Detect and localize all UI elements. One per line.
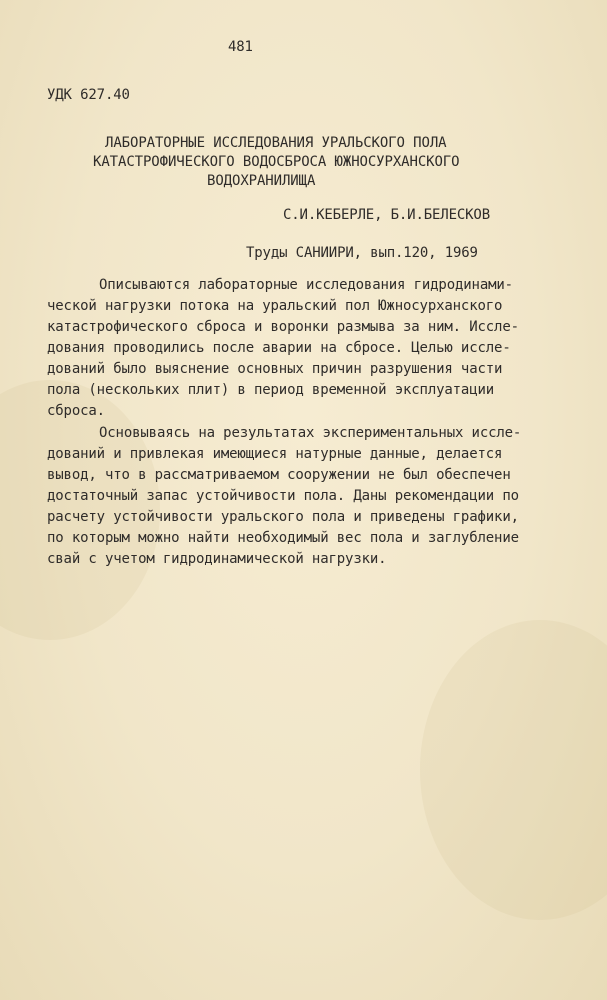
abstract-line: дования проводились после аварии на сбросе. Целью иссле- [47,340,511,356]
abstract-line: вывод, что в рассматриваемом сооружении не был обеспечен [47,467,511,483]
title-line-2: КАТАСТРОФИЧЕСКОГО ВОДОСБРОСА ЮЖНОСУРХАНСКОГО [93,154,460,170]
abstract-line: по которым можно найти необходимый вес пола и заглубление [47,530,519,546]
title-line-1: ЛАБОРАТОРНЫЕ ИССЛЕДОВАНИЯ УРАЛЬСКОГО ПОЛА [105,135,447,151]
abstract-line: ческой нагрузки потока на уральский пол Южносурханского [47,298,503,314]
abstract-line: дований и привлекая имеющиеся натурные данные, делается [47,446,503,462]
abstract-line: Описываются лабораторные исследования гидродинами- [99,277,513,293]
abstract-line: пола (нескольких плит) в период временной эксплуатации [47,382,495,398]
abstract-line: катастрофического сброса и воронки размыва за ним. Иссле- [47,319,519,335]
authors: С.И.КЕБЕРЛЕ, Б.И.БЕЛЕСКОВ [283,207,490,223]
source-reference: Труды САНИИРИ, вып.120, 1969 [246,245,478,261]
title-line-3: ВОДОХРАНИЛИЩА [207,173,316,189]
page-number: 481 [228,39,253,55]
abstract-line: расчету устойчивости уральского пола и приведены графики, [47,509,519,525]
abstract-line: сброса. [47,403,105,419]
abstract-line: Основываясь на результатах экспериментальных иссле- [99,425,522,441]
abstract-line: дований было выяснение основных причин разрушения части [47,361,503,377]
udc-code: УДК 627.40 [47,87,130,103]
paper-stain [420,620,607,920]
abstract-line: свай с учетом гидродинамической нагрузки. [47,551,387,567]
abstract-line: достаточный запас устойчивости пола. Даны рекомендации по [47,488,519,504]
